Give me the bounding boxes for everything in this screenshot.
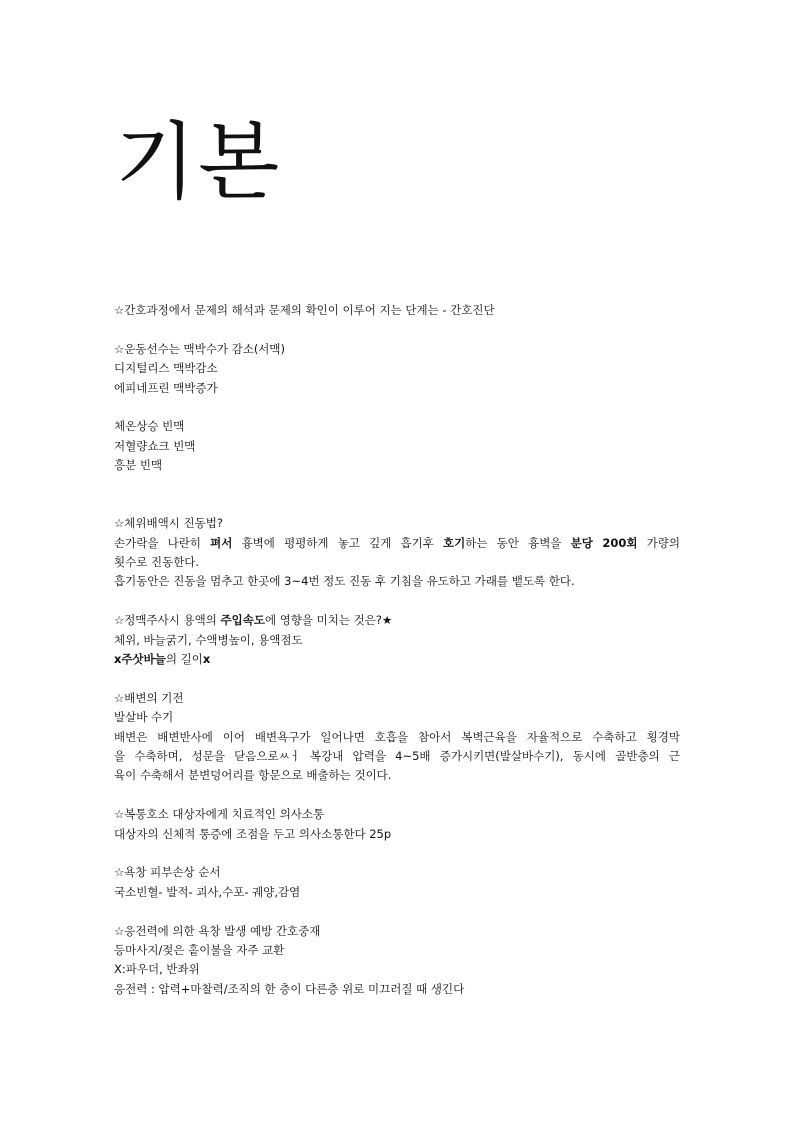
communication-line-1: 대상자의 신체적 통증에 조점을 두고 의사소통한다 25p <box>114 826 392 841</box>
defecation-line-1: 발살바 수기 <box>114 710 174 725</box>
iv-line-1: 체위, 바늘굵기, 수액병높이, 용액점도 <box>114 632 303 647</box>
section-pulse-heading: ☆운동선수는 맥박수가 감소(서맥) <box>114 341 286 356</box>
section-communication-heading: ☆복통호소 대상자에게 치료적인 의사소통 <box>114 807 325 822</box>
section-defecation-heading: ☆배변의 기전 <box>114 690 184 705</box>
section-pressure-ulcer-heading: ☆욕창 피부손상 순서 <box>114 865 221 880</box>
pulse-line-1: 디지털리스 맥박감소 <box>114 361 218 376</box>
shear-line-2: X:파우더, 반좌위 <box>114 962 200 977</box>
section-vibration-heading: ☆체위배액시 진동법? <box>114 516 223 531</box>
defecation-line-2: 배변은 배변반사에 이어 배변욕구가 일어나면 호흡을 참아서 복벽근육을 자율적으로 수축하고 횡경막 <box>114 729 680 744</box>
vibration-line-3: 흡기동안은 진동을 멈추고 한곳에 3~4번 정도 진동 후 기침을 유도하고 가래를 뱉도록 한다. <box>114 574 575 589</box>
page-title: 기본 <box>115 113 282 211</box>
section-iv-heading: ☆정맥주사시 용액의 주입속도에 영향을 미치는 것은?★ <box>114 613 393 628</box>
pulse-line-5: 흥분 빈맥 <box>114 458 163 473</box>
pulse-line-4: 저혈량쇼크 빈맥 <box>114 438 196 453</box>
section-nursing-diagnosis: ☆간호과정에서 문제의 해석과 문제의 확인이 이루어 지는 단계는 - 간호진단 <box>114 303 495 317</box>
shear-line-3: 응전력 : 압력+마찰력/조직의 한 층이 다른층 위로 미끄러질 때 생긴다 <box>114 981 465 996</box>
pressure-ulcer-line-1: 국소빈혈- 발적- 괴사,수포- 궤양,감염 <box>114 884 301 899</box>
vibration-line-1: 손가락을 나란히 펴서 흉벽에 평평하게 놓고 깊게 흡기후 호기하는 동안 흉벽을 분당 200회 가량의 <box>114 535 681 550</box>
vibration-line-2: 횟수로 진동한다. <box>114 555 200 570</box>
pulse-line-3: 체온상승 빈맥 <box>114 419 185 434</box>
section-shear-heading: ☆응전력에 의한 욕창 발생 예방 간호중재 <box>114 923 321 938</box>
defecation-line-3: 을 수축하며, 성문을 닫음으로ㅆㅓ 복강내 압력을 4~5배 증가시키면(발살바수기), 동시에 골반층의 근 <box>114 749 680 763</box>
pulse-line-2: 에피네프린 맥박증가 <box>114 380 218 395</box>
defecation-line-4: 육이 수축해서 분변덩어리를 항문으로 배출하는 것이다. <box>114 768 392 783</box>
document-body <box>114 301 680 999</box>
shear-line-1: 등마사지/젖은 홑이불을 자주 교환 <box>114 942 285 957</box>
iv-line-2: x주삿바늘의 길이x <box>114 652 211 667</box>
